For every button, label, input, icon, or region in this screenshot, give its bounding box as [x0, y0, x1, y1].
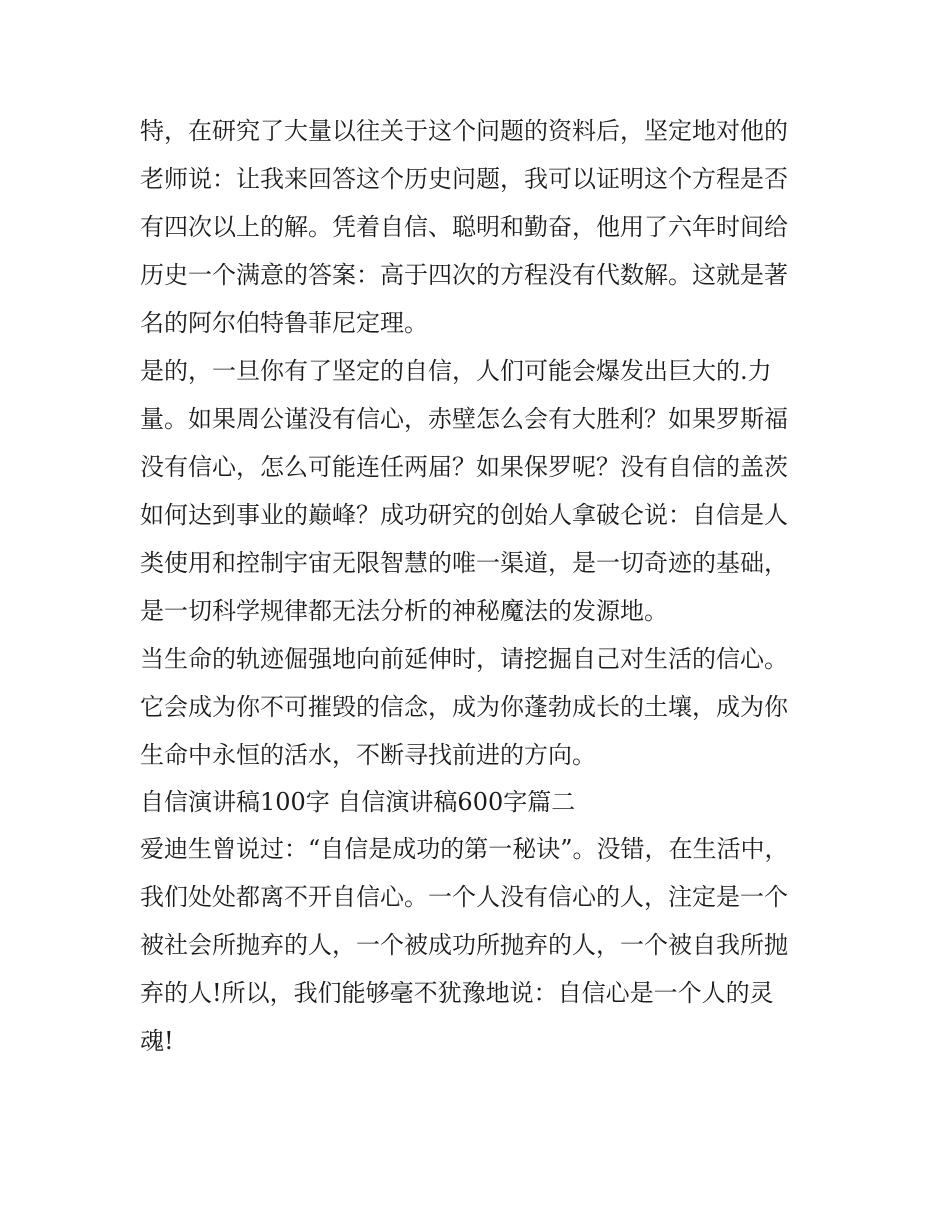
text-line: 它会成为你不可摧毁的信念，成为你蓬勃成长的土壤，成为你 — [140, 693, 788, 721]
text-line: 名的阿尔伯特鲁菲尼定理。 — [140, 309, 428, 337]
text-line: 特，在研究了大量以往关于这个问题的资料后，坚定地对他的 — [140, 117, 788, 145]
text-line: 生命中永恒的活水，不断寻找前进的方向。 — [140, 741, 596, 769]
text-line: 是的，一旦你有了坚定的自信，人们可能会爆发出巨大的.力 — [140, 357, 772, 385]
document-body — [140, 107, 820, 1065]
text-line: 我们处处都离不开自信心。一个人没有信心的人，注定是一个 — [140, 883, 788, 911]
paragraph-3 — [140, 635, 820, 779]
text-line: 爱迪生曾说过：“自信是成功的第一秘诀”。没错，在生活中， — [140, 835, 789, 863]
text-line: 弃的人!所以，我们能够毫不犹豫地说：自信心是一个人的灵 — [140, 979, 774, 1007]
text-line: 有四次以上的解。凭着自信、聪明和勤奋，他用了六年时间给 — [140, 213, 788, 241]
text-line: 如何达到事业的巅峰？成功研究的创始人拿破仑说：自信是人 — [140, 501, 788, 529]
text-line: 老师说：让我来回答这个历史问题，我可以证明这个方程是否 — [140, 165, 788, 193]
text-line: 历史一个满意的答案：高于四次的方程没有代数解。这就是著 — [140, 261, 788, 289]
section-heading: 自信演讲稿100字 自信演讲稿600字篇二 — [140, 788, 576, 816]
paragraph-4 — [140, 825, 820, 1065]
text-line: 当生命的轨迹倔强地向前延伸时，请挖掘自己对生活的信心。 — [140, 645, 788, 673]
text-line: 没有信心，怎么可能连任两届？如果保罗呢？没有自信的盖茨 — [140, 453, 788, 481]
text-line: 类使用和控制宇宙无限智慧的唯一渠道，是一切奇迹的基础， — [140, 549, 788, 577]
text-line: 被社会所抛弃的人，一个被成功所抛弃的人，一个被自我所抛 — [140, 931, 788, 959]
text-line: 是一切科学规律都无法分析的神秘魔法的发源地。 — [140, 597, 668, 625]
text-line: 魂! — [140, 1027, 174, 1055]
paragraph-1 — [140, 107, 820, 347]
text-line: 量。如果周公谨没有信心，赤壁怎么会有大胜利？如果罗斯福 — [140, 405, 788, 433]
paragraph-2 — [140, 347, 820, 635]
